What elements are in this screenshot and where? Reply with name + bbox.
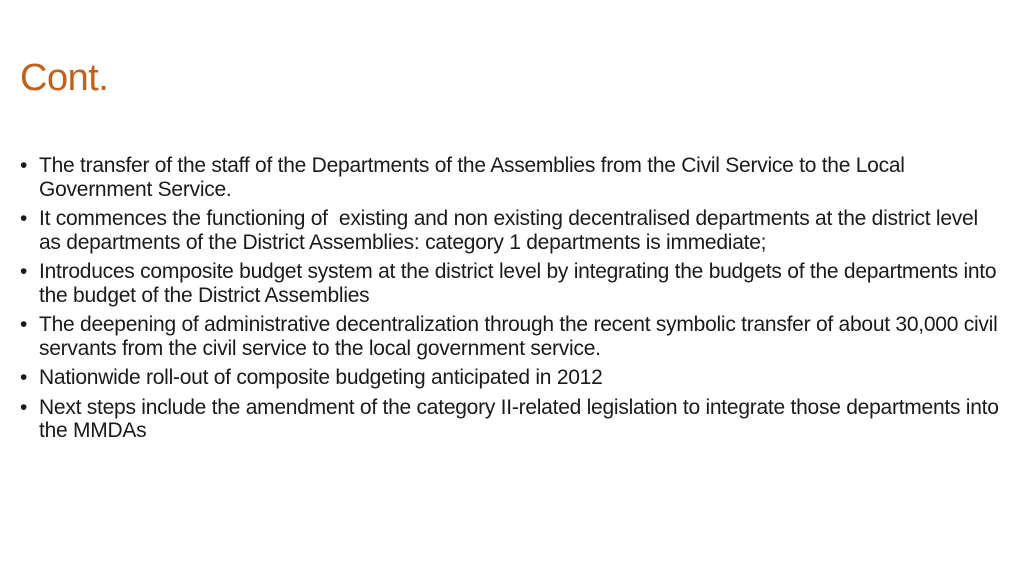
bullet-text: The deepening of administrative decentralization through the recent symbolic transfer of about 30,000 civil servants from the civil service to the local government service. (39, 313, 998, 360)
bullet-item (20, 154, 1005, 201)
bullet-item (20, 366, 1005, 390)
bullet-text: Introduces composite budget system at the district level by integrating the budgets of the departments into the budget of the District Assemblies (39, 260, 997, 307)
bullet-dot-icon: • (20, 313, 28, 336)
bullet-item (20, 207, 1005, 254)
bullet-text: Nationwide roll-out of composite budgeting anticipated in 2012 (39, 366, 603, 389)
bullet-dot-icon: • (20, 154, 28, 177)
bullet-dot-icon: • (20, 395, 28, 419)
bullet-text: It commences the functioning of existing and non existing decentralised departments at the district level as departments of the District Assemblies: category 1 departments is immediate; (39, 207, 984, 254)
bullet-dot-icon: • (20, 207, 28, 230)
bullet-text: Next steps include the amendment of the category II-related legislation to integrate those departments into the MMDAs (39, 395, 999, 442)
bullet-item (20, 396, 1005, 443)
bullet-text: The transfer of the staff of the Departments of the Assemblies from the Civil Service to the Local Government Service. (39, 154, 905, 201)
bullet-item (20, 313, 1005, 360)
bullet-dot-icon: • (20, 260, 28, 283)
slide-title: Cont. (20, 57, 109, 99)
bullet-item (20, 260, 1005, 307)
bullet-dot-icon: • (20, 366, 28, 389)
bullet-list (20, 154, 1005, 449)
